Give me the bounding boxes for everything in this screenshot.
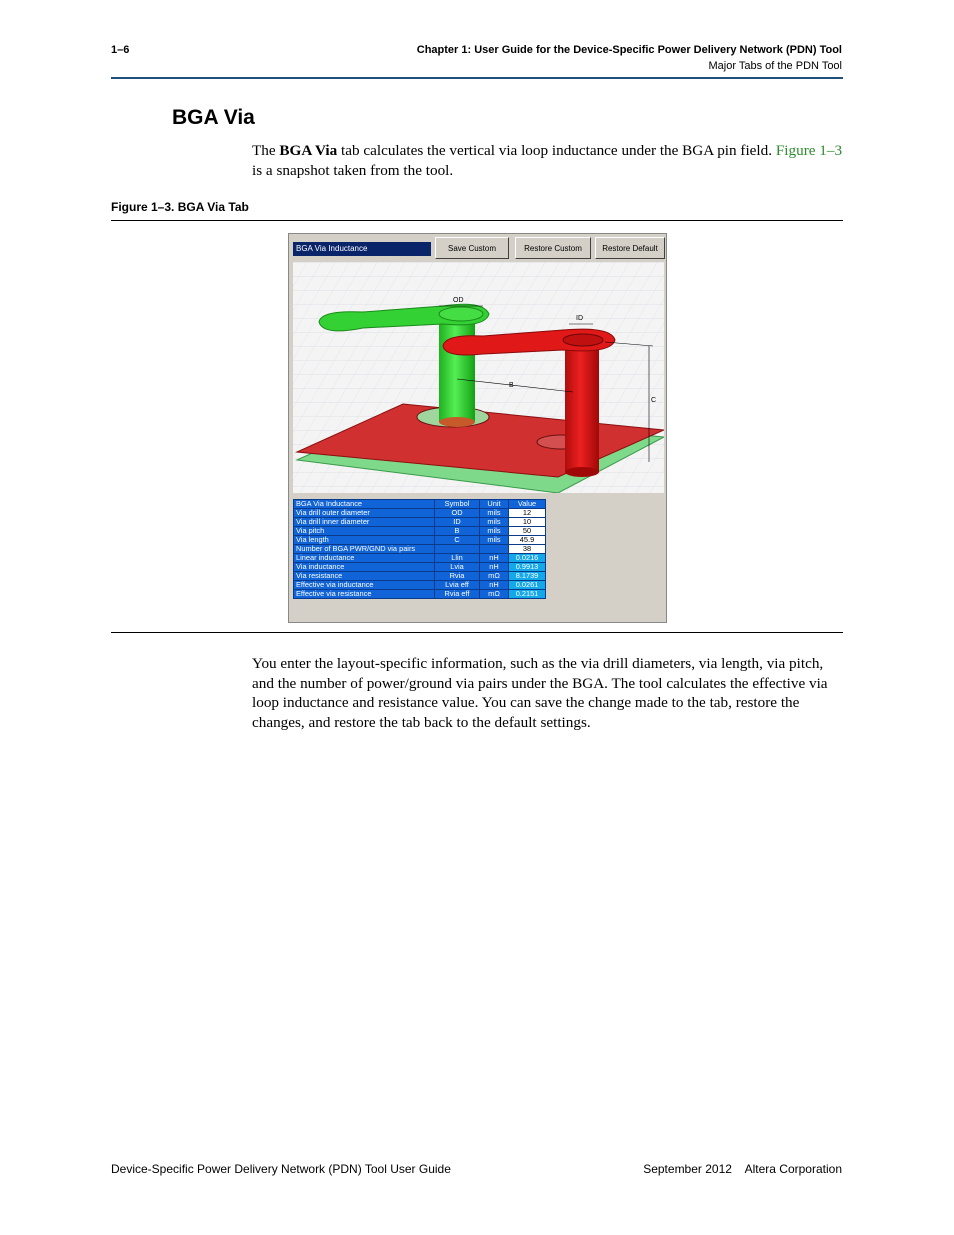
green-via-barrel: [439, 314, 475, 422]
figure-caption: Figure 1–3. BGA Via Tab: [111, 200, 249, 214]
running-header-section: Major Tabs of the PDN Tool: [708, 60, 842, 72]
row-unit: mils: [480, 509, 509, 518]
figure-rule-top: [111, 220, 843, 221]
intro-post: is a snapshot taken from the tool.: [252, 161, 454, 179]
row-symbol: Lvia: [435, 563, 480, 572]
header-parameter: BGA Via Inductance: [294, 500, 435, 509]
green-via-bottom: [439, 417, 475, 427]
header-symbol: Symbol: [435, 500, 480, 509]
intro-pre: The: [252, 142, 280, 159]
row-label: Via length: [294, 536, 435, 545]
row-value-output: 0.0261: [509, 581, 546, 590]
page-number: 1–6: [111, 44, 130, 56]
row-value-input[interactable]: 45.9: [509, 536, 546, 545]
row-value-input[interactable]: 10: [509, 518, 546, 527]
header-unit: Unit: [480, 500, 509, 509]
row-symbol: ID: [435, 518, 480, 527]
figure-rule-bottom: [111, 632, 843, 633]
restore-custom-button[interactable]: Restore Custom: [515, 237, 591, 259]
od-label: OD: [453, 297, 464, 304]
row-unit: nH: [480, 563, 509, 572]
table-row: [294, 518, 546, 527]
row-label: Linear inductance: [294, 554, 435, 563]
row-unit: mils: [480, 536, 509, 545]
red-via-bottom: [565, 467, 599, 477]
save-custom-button[interactable]: Save Custom: [435, 237, 509, 259]
row-value-output: 8.1739: [509, 572, 546, 581]
row-label: Effective via resistance: [294, 590, 435, 599]
restore-default-button[interactable]: Restore Default: [595, 237, 665, 259]
row-value-output: 0.2151: [509, 590, 546, 599]
row-value-input[interactable]: 38: [509, 545, 546, 554]
b-label: B: [509, 382, 514, 389]
header-rule: [111, 77, 843, 79]
id-label: ID: [576, 315, 583, 322]
row-symbol: Rvia: [435, 572, 480, 581]
tool-title-bar: BGA Via Inductance: [293, 242, 431, 256]
row-value-input[interactable]: 12: [509, 509, 546, 518]
row-label: Via drill outer diameter: [294, 509, 435, 518]
row-label: Via drill inner diameter: [294, 518, 435, 527]
intro-bold-term: BGA Via: [279, 142, 338, 159]
row-label: Via inductance: [294, 563, 435, 572]
red-via-barrel: [565, 344, 599, 472]
green-via-top: [439, 307, 483, 321]
via-3d-illustration: [293, 262, 664, 493]
c-label: C: [651, 397, 657, 404]
row-unit: nH: [480, 554, 509, 563]
row-value-output: 0.9913: [509, 563, 546, 572]
table-row: [294, 590, 546, 599]
row-unit: mΩ: [480, 572, 509, 581]
row-symbol: Rvia eff: [435, 590, 480, 599]
footer-document-title: Device-Specific Power Delivery Network (PDN) Tool User Guide: [111, 1162, 451, 1176]
intro-paragraph: [252, 141, 844, 180]
row-symbol: Llin: [435, 554, 480, 563]
row-symbol: C: [435, 536, 480, 545]
footer-date-company: September 2012 Altera Corporation: [643, 1162, 842, 1176]
intro-mid: tab calculates the vertical via loop inductance under the BGA pin field.: [337, 142, 776, 159]
row-unit: mils: [480, 518, 509, 527]
bga-via-tool-window: [288, 233, 667, 623]
row-label: Via pitch: [294, 527, 435, 536]
figure-link[interactable]: Figure 1–3: [775, 142, 843, 159]
table-row: [294, 527, 546, 536]
running-header-chapter: Chapter 1: User Guide for the Device-Specific Power Delivery Network (PDN) Tool: [416, 44, 842, 56]
row-value-input[interactable]: 50: [509, 527, 546, 536]
row-unit: nH: [480, 581, 509, 590]
section-title: BGA Via: [172, 106, 255, 129]
row-label: Via resistance: [294, 572, 435, 581]
row-symbol: Lvia eff: [435, 581, 480, 590]
via-parameter-table: [293, 499, 546, 599]
via-3d-view: [293, 262, 664, 493]
row-symbol: B: [435, 527, 480, 536]
row-unit: mils: [480, 527, 509, 536]
row-label: Effective via inductance: [294, 581, 435, 590]
red-via-top: [563, 334, 603, 346]
body-paragraph: You enter the layout-specific information, such as the via drill diameters, via length, via pitch, and the number of power/ground via pairs under the BGA. The tool calculates the effective via loop inductance and resistance value. You can save the change made to the tab, restore the changes, and restore the tab back to the default settings.: [252, 655, 828, 731]
row-symbol: OD: [435, 509, 480, 518]
header-value: Value: [509, 500, 546, 509]
row-value-output: 0.0216: [509, 554, 546, 563]
row-label: Number of BGA PWR/GND via pairs: [294, 545, 435, 554]
row-unit: mΩ: [480, 590, 509, 599]
